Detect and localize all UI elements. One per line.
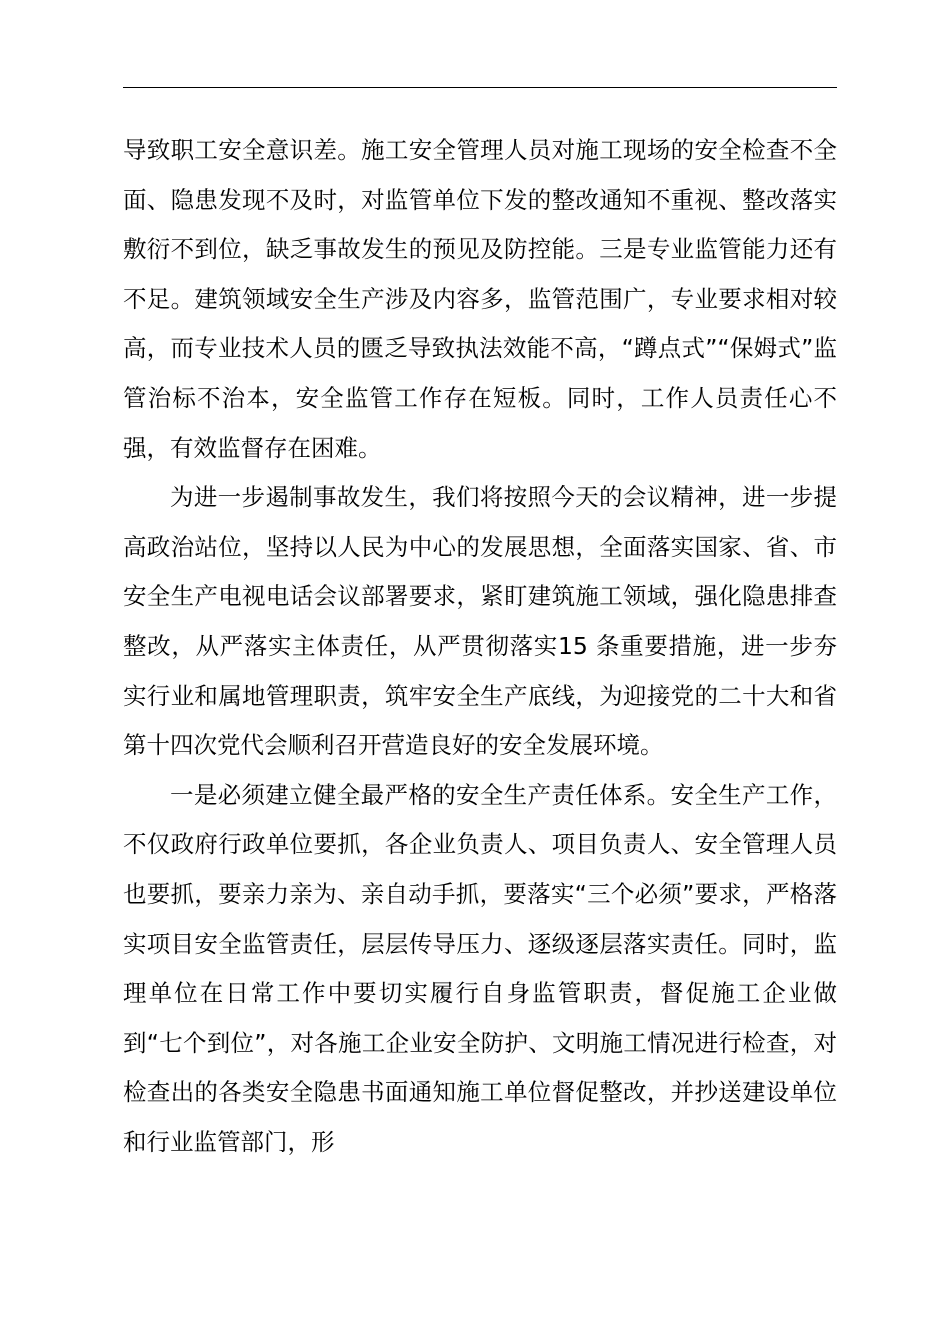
header-rule	[123, 87, 837, 88]
paragraph-3: 一是必须建立健全最严格的安全生产责任体系。安全生产工作，不仅政府行政单位要抓，各企业负责人、项目负责人、安全管理人员也要抓，要亲力亲为、亲自动手抓，要落实“三个必须”要求，严格落实项目安全监管责任，层层传导压力、逐级逐层落实责任。同时，监理单位在日常工作中要切实履行自身监管职责，督促施工企业做到“七个到位”，对各施工企业安全防护、文明施工情况进行检查，对检查出的各类安全隐患书面通知施工单位督促整改，并抄送建设单位和行业监管部门，形	[123, 780, 837, 1156]
paragraph-1: 导致职工安全意识差。施工安全管理人员对施工现场的安全检查不全面、隐患发现不及时，对监管单位下发的整改通知不重视、整改落实敷衍不到位，缺乏事故发生的预见及防控能。三是专业监管能力还有不足。建筑领域安全生产涉及内容多，监管范围广，专业要求相对较高，而专业技术人员的匮乏导致执法效能不高，“蹲点式”“保姆式”监管治标不治本，安全监管工作存在短板。同时，工作人员责任心不强，有效监督存在困难。	[123, 136, 837, 462]
document-body	[123, 126, 837, 1167]
paragraph-2: 为进一步遏制事故发生，我们将按照今天的会议精神，进一步提高政治站位，坚持以人民为中心的发展思想，全面落实国家、省、市安全生产电视电话会议部署要求，紧盯建筑施工领域，强化隐患排查整改，从严落实主体责任，从严贯彻落实15 条重要措施，进一步夯实行业和属地管理职责，筑牢安全生产底线，为迎接党的二十大和省第十四次党代会顺利召开营造良好的安全发展环境。	[123, 483, 837, 760]
